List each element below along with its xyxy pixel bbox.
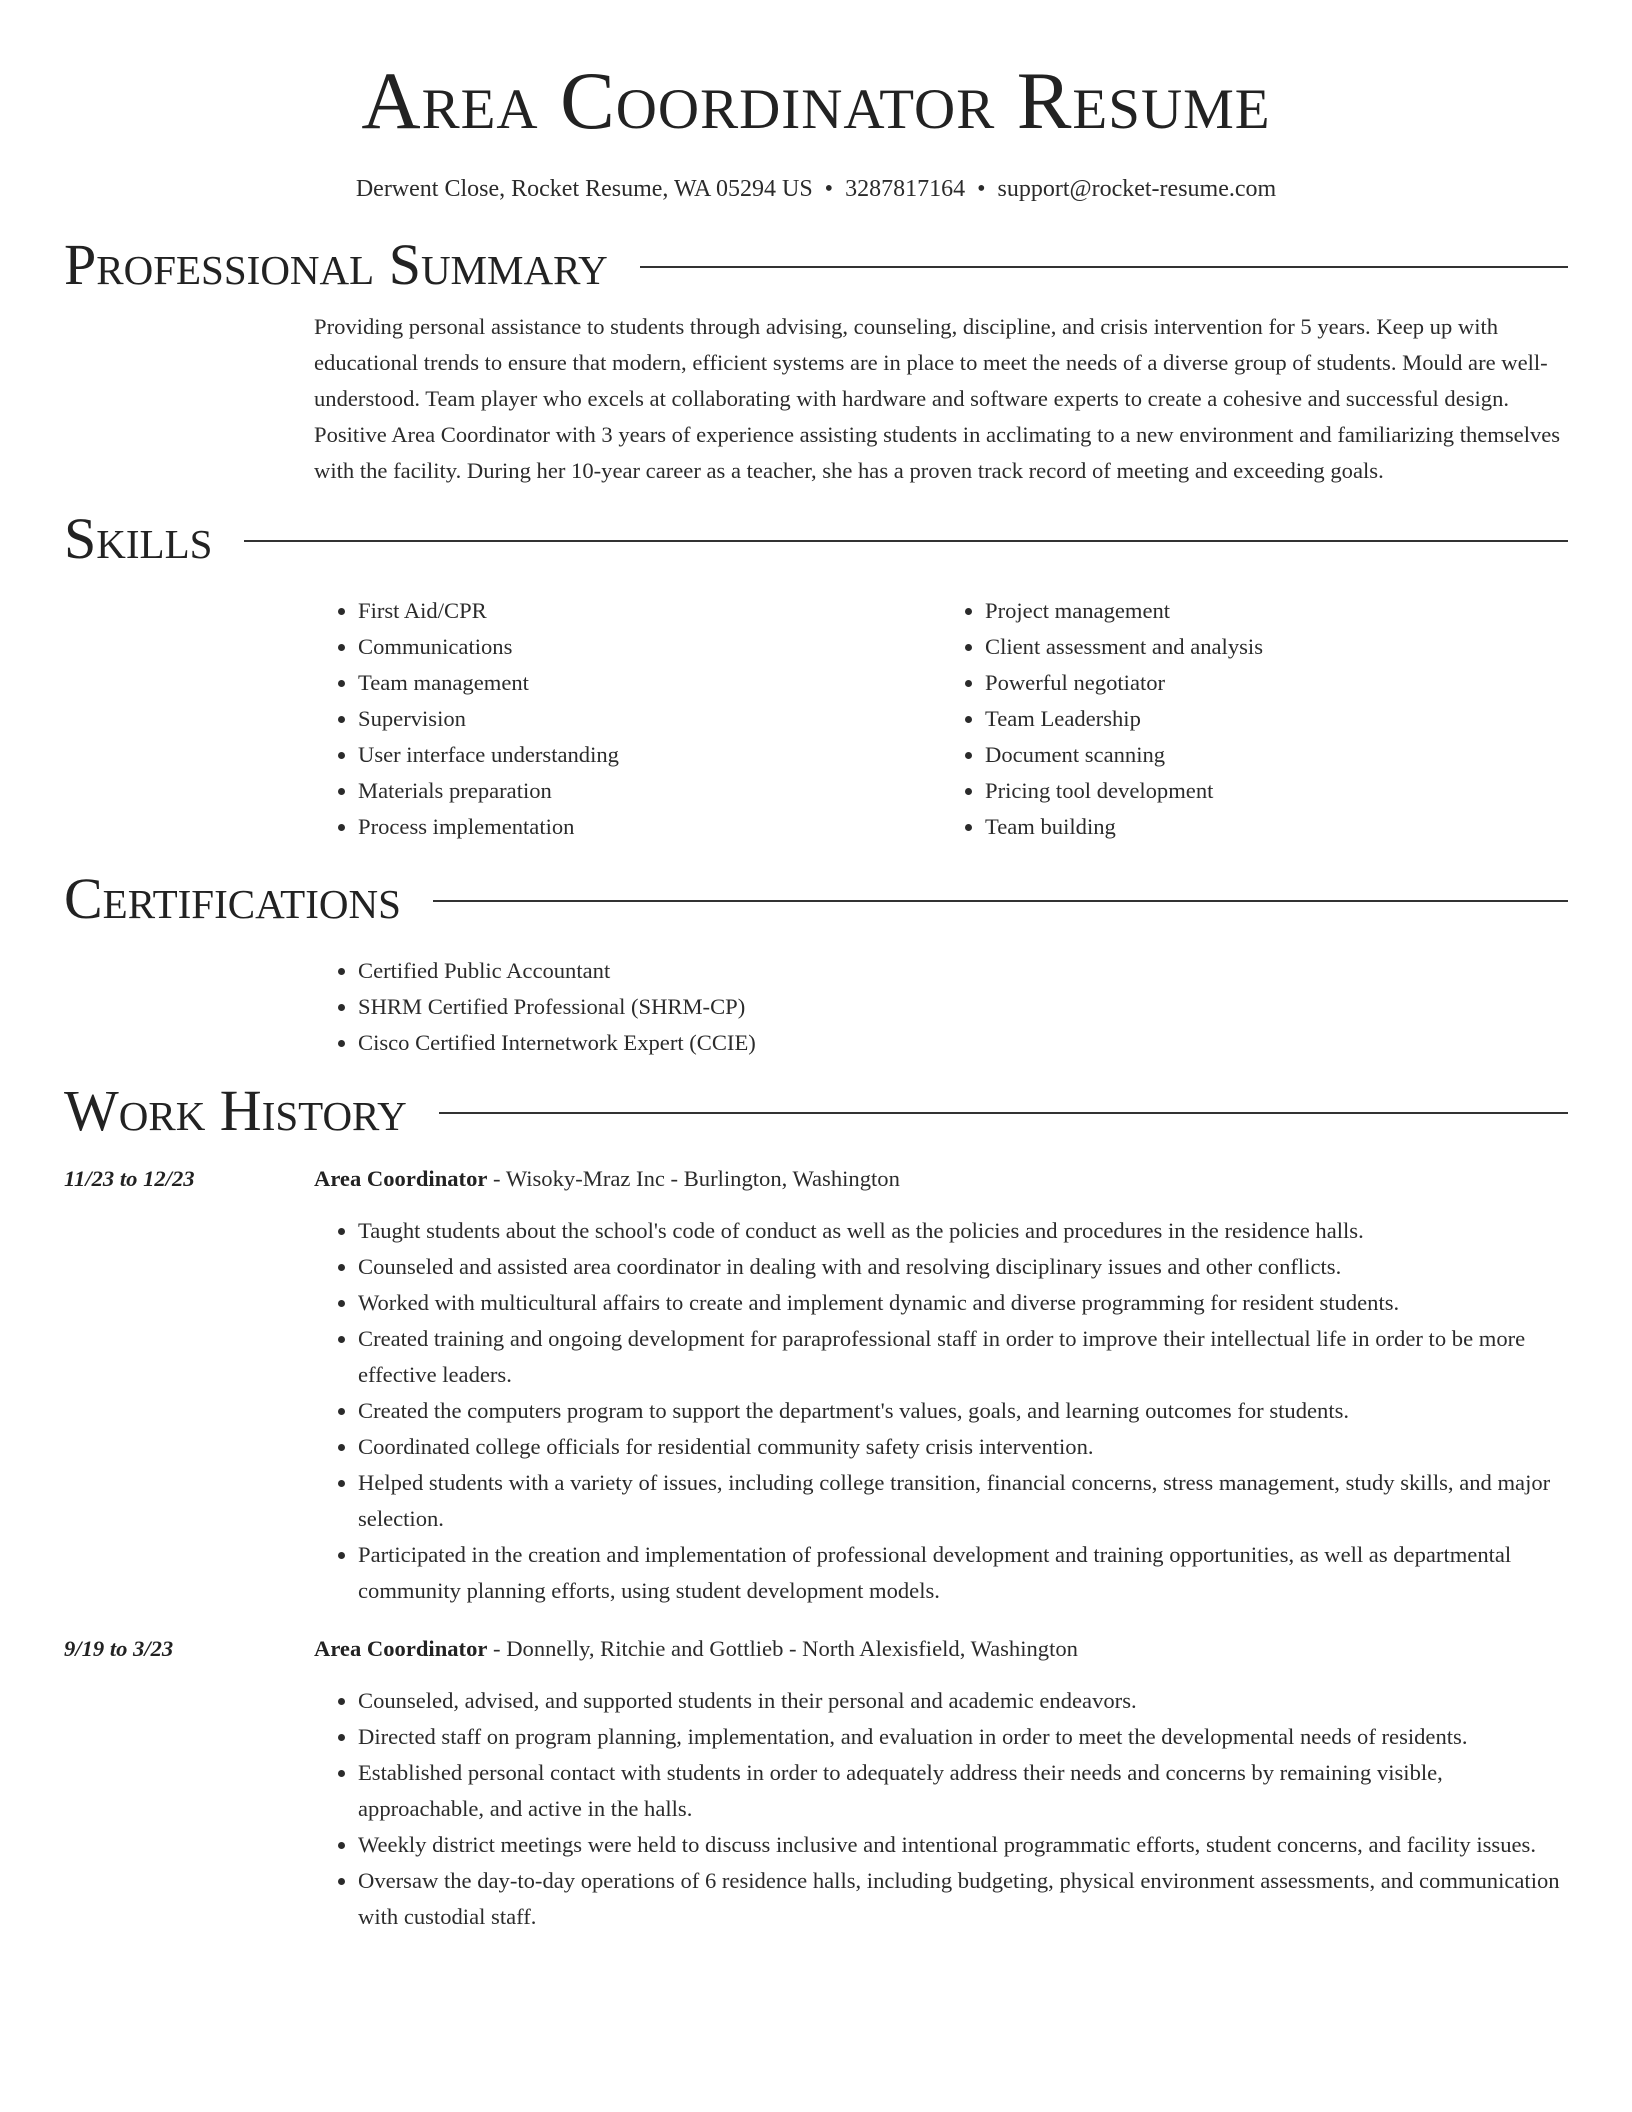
job-company-location: - Wisoky-Mraz Inc - Burlington, Washington bbox=[487, 1166, 900, 1191]
job-bullet: • Established personal contact with students in order to adequately address their needs and concerns by remaining visible, approachable, and active in the halls. bbox=[358, 1755, 1568, 1827]
skills-heading: Skills bbox=[64, 506, 213, 571]
skill-item: • Client assessment and analysis bbox=[985, 629, 1568, 665]
skill-item: • Powerful negotiator bbox=[985, 665, 1568, 701]
section-divider bbox=[640, 266, 1568, 268]
resume-title: Area Coordinator Resume bbox=[361, 55, 1271, 146]
summary-heading: Professional Summary bbox=[64, 232, 608, 297]
job-bullet: • Created the computers program to support the department's values, goals, and learning outcomes for students. bbox=[358, 1393, 1568, 1429]
skill-item: • Project management bbox=[985, 593, 1568, 629]
work-header bbox=[64, 1079, 1568, 1143]
section-divider bbox=[244, 540, 1568, 542]
job-bullet: • Oversaw the day-to-day operations of 6 residence halls, including budgeting, physical environment assessments, and communication with custodial staff. bbox=[358, 1863, 1568, 1935]
job-bullets bbox=[314, 1213, 1568, 1609]
skill-item: • Supervision bbox=[358, 701, 941, 737]
skill-item: • Team building bbox=[985, 809, 1568, 845]
summary-text: Providing personal assistance to students through advising, counseling, discipline, and crisis intervention for 5 years. Keep up with educational trends to ensure that modern, efficient systems are in place to meet the needs of a diverse group of students. Mould are well-understood. Team player who excels at collaborating with hardware and software experts to create a cohesive and successful design. Positive Area Coordinator with 3 years of experience assisting students in acclimating to a new environment and familiarizing themselves with the facility. During her 10-year career as a teacher, she has a proven track record of meeting and exceeding goals. bbox=[314, 314, 1561, 483]
job-bullet: • Worked with multicultural affairs to create and implement dynamic and diverse programming for resident students. bbox=[358, 1285, 1568, 1321]
skill-item: • Document scanning bbox=[985, 737, 1568, 773]
job-title-line bbox=[314, 1161, 900, 1197]
job-bullet: • Created training and ongoing development for paraprofessional staff in order to improve their intellectual life in order to be more effective leaders. bbox=[358, 1321, 1568, 1393]
certifications-list bbox=[314, 953, 1568, 1061]
skills-header bbox=[64, 507, 1568, 571]
summary-header bbox=[64, 233, 1568, 297]
skill-item: • Communications bbox=[358, 629, 941, 665]
section-divider bbox=[439, 1112, 1568, 1114]
job-title-line bbox=[314, 1631, 1078, 1667]
contact-separator: • bbox=[977, 176, 986, 202]
work-heading: Work History bbox=[64, 1078, 407, 1143]
skill-item: • Process implementation bbox=[358, 809, 941, 845]
work-jobs bbox=[64, 1161, 1568, 1935]
job-company-location: - Donnelly, Ritchie and Gottlieb - North Alexisfield, Washington bbox=[487, 1636, 1078, 1661]
job-bullet: • Counseled, advised, and supported students in their personal and academic endeavors. bbox=[358, 1683, 1568, 1719]
skills-columns bbox=[314, 593, 1568, 845]
skill-item: • Team Leadership bbox=[985, 701, 1568, 737]
section-divider bbox=[433, 900, 1568, 902]
job-bullet: • Taught students about the school's code of conduct as well as the policies and procedures in the residence halls. bbox=[358, 1213, 1568, 1249]
skills-list-left bbox=[314, 593, 941, 845]
certifications-heading: Certifications bbox=[64, 866, 401, 931]
certification-item: • Certified Public Accountant bbox=[358, 953, 1568, 989]
certification-item: • Cisco Certified Internetwork Expert (CCIE) bbox=[358, 1025, 1568, 1061]
job-dates: 9/19 to 3/23 bbox=[64, 1636, 174, 1661]
job-entry bbox=[64, 1631, 1568, 1935]
job-bullet-list bbox=[314, 1213, 1568, 1609]
contact-phone: 3287817164 bbox=[845, 176, 966, 202]
contact-email: support@rocket-resume.com bbox=[997, 176, 1277, 202]
certifications-section bbox=[64, 867, 1568, 1061]
job-title: Area Coordinator bbox=[314, 1636, 488, 1661]
skills-section bbox=[64, 507, 1568, 845]
skill-item: • Team management bbox=[358, 665, 941, 701]
job-bullets bbox=[314, 1683, 1568, 1935]
skill-item: • User interface understanding bbox=[358, 737, 941, 773]
job-header bbox=[64, 1631, 1568, 1667]
job-bullet: • Counseled and assisted area coordinator in dealing with and resolving disciplinary issues and other conflicts. bbox=[358, 1249, 1568, 1285]
job-header bbox=[64, 1161, 1568, 1197]
job-bullet: • Participated in the creation and implementation of professional development and training opportunities, as well as departmental community planning efforts, using student development models. bbox=[358, 1537, 1568, 1609]
certification-item: • SHRM Certified Professional (SHRM-CP) bbox=[358, 989, 1568, 1025]
job-bullet: • Directed staff on program planning, implementation, and evaluation in order to meet the developmental needs of residents. bbox=[358, 1719, 1568, 1755]
job-title: Area Coordinator bbox=[314, 1166, 488, 1191]
job-dates: 11/23 to 12/23 bbox=[64, 1166, 195, 1191]
skill-item: • Materials preparation bbox=[358, 773, 941, 809]
skills-list-right bbox=[941, 593, 1568, 845]
resume-page bbox=[64, 0, 1568, 1935]
work-section bbox=[64, 1079, 1568, 1935]
job-bullet: • Helped students with a variety of issues, including college transition, financial concerns, stress management, study skills, and major selection. bbox=[358, 1465, 1568, 1537]
summary-section bbox=[64, 233, 1568, 489]
job-bullet-list bbox=[314, 1683, 1568, 1935]
job-bullet: • Coordinated college officials for residential community safety crisis intervention. bbox=[358, 1429, 1568, 1465]
job-entry bbox=[64, 1161, 1568, 1609]
skill-item: • First Aid/CPR bbox=[358, 593, 941, 629]
skill-item: • Pricing tool development bbox=[985, 773, 1568, 809]
contact-separator: • bbox=[824, 176, 834, 202]
contact-address: Derwent Close, Rocket Resume, WA 05294 US bbox=[355, 176, 813, 202]
certifications-header bbox=[64, 867, 1568, 931]
job-bullet: • Weekly district meetings were held to discuss inclusive and intentional programmatic efforts, student concerns, and facility issues. bbox=[358, 1827, 1568, 1863]
contact-line bbox=[64, 176, 1568, 203]
certifications-body bbox=[314, 953, 1568, 1061]
